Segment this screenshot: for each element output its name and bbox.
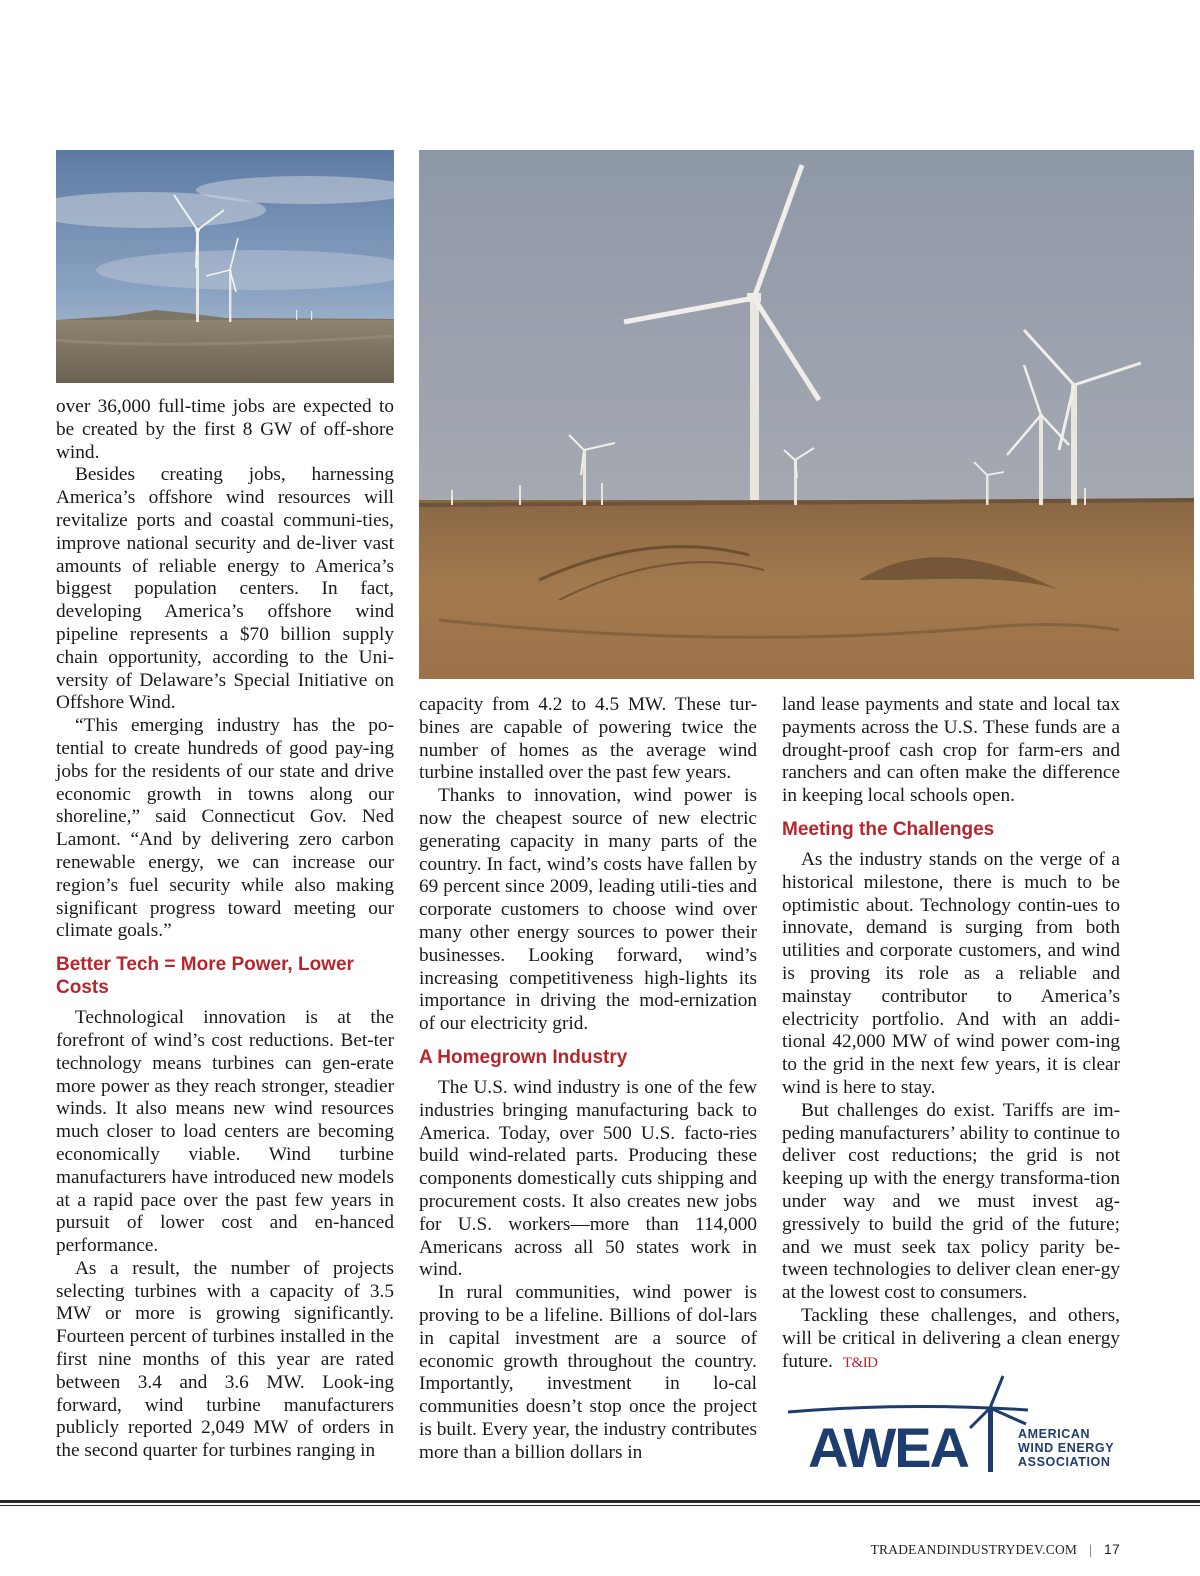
footer-rule-thin: [0, 1505, 1200, 1506]
end-mark: T&ID: [842, 1354, 878, 1371]
section-heading-homegrown: A Homegrown Industry: [419, 1046, 628, 1068]
col1-paragraph: Technological innovation is at the forefront of wind’s cost reductions. Bet-ter technology means turbines can gen-erate more power as they reach stronger, steadier winds. It also means new wind resources much closer to load centers are becoming economically viable. Wind turbine manufacturers have introduced new models at a rapid pace over the past few years in pursuit of lower cost and en-hanced performance.: [56, 1007, 394, 1257]
column-1: [56, 396, 394, 1463]
col1-paragraph: “This emerging industry has the po-tential to create hundreds of good pay-ing jobs for the residents of our state and drive economic growth in towns along our shoreline,” said Connecticut Gov. Ned Lamont. “And by delivering zero carbon renewable energy, we can increase our region’s fuel security while also making significant progress toward meeting our climate goals.”: [56, 715, 394, 942]
logo-line-3: ASSOCIATION: [1018, 1455, 1111, 1469]
column-2: [419, 694, 757, 1465]
col3-paragraph: land lease payments and state and local tax payments across the U.S. These funds are a drought-proof cash crop for farm-ers and ranchers and can often make the difference in keeping local schools open.: [782, 694, 1120, 807]
wind-farm-photo-large: [419, 150, 1194, 679]
column-3: [782, 694, 1120, 1374]
col3-paragraph: As the industry stands on the verge of a historical milestone, there is much to be optimistic about. Technology contin-ues to innovate, demand is surging from both utilities and corporate customers, and wind is proving its role as a reliable and mainstay contributor to America’s electricity portfolio. And with an addi-tional 42,000 MW of wind power com-ing to the grid in the next few years, it is clear wind is here to stay.: [782, 848, 1120, 1098]
awea-association-name: [1018, 1427, 1114, 1469]
col2-paragraph: The U.S. wind industry is one of the few industries bringing manufacturing back to America. Today, over 500 U.S. facto-ries build wind-related parts. Producing these components domestically cuts shipping and procurement costs. It also creates new jobs for U.S. workers—more than 114,000 Americans across all 50 states work in wind.: [419, 1076, 757, 1281]
wind-farm-photo-small: [56, 150, 394, 383]
col1-paragraph: over 36,000 full-time jobs are expected to be created by the first 8 GW of off-shore wind.: [56, 396, 394, 463]
footer-separator: |: [1089, 1542, 1093, 1557]
logo-line-1: AMERICAN: [1018, 1427, 1091, 1441]
col2-paragraph: capacity from 4.2 to 4.5 MW. These tur-bines are capable of powering twice the number of homes as the average wind turbine installed over the past few years.: [419, 694, 757, 784]
awea-wordmark: AWEA: [808, 1416, 968, 1479]
section-heading-challenges: Meeting the Challenges: [782, 818, 995, 840]
closing-sentence: Tackling these challenges, and others, will be critical in delivering a clean energy future.: [782, 1304, 1120, 1372]
footer-site-link[interactable]: TRADEANDINDUSTRYDEV.COM: [870, 1542, 1078, 1557]
section-heading-better-tech: Better Tech = More Power, Lower Costs: [56, 954, 354, 999]
col3-paragraph-last: [782, 1305, 1120, 1374]
col1-paragraph: Besides creating jobs, harnessing America’s offshore wind resources will revitalize ports and coastal communi-ties, improve national security and de-liver vast amounts of reliable energy to America’s biggest population centers. In fact, developing America’s offshore wind pipeline represents a $70 billion supply chain opportunity, according to the Uni-versity of Delaware’s Special Initiative on Offshore Wind.: [56, 464, 394, 714]
col2-paragraph: In rural communities, wind power is proving to be a lifeline. Billions of dol-lars in capital investment are a source of economic growth throughout the country. Importantly, investment in lo-cal communities doesn’t stop once the project is built. Every year, the industry contributes more than a billion dollars in: [419, 1282, 757, 1463]
col3-paragraph: But challenges do exist. Tariffs are im-peding manufacturers’ ability to continue to deliver cost reductions; the grid is not keeping up with the energy transforma-tion under way and we must invest ag-gressively to build the grid of the future; and we must seek tax policy parity be-tween technologies to deliver clean ener-gy at the lowest cost to consumers.: [782, 1099, 1120, 1304]
col1-paragraph: As a result, the number of projects selecting turbines with a capacity of 3.5 MW or more is growing significantly. Fourteen percent of turbines installed in the first nine months of this year are rated between 3.4 and 3.6 MW. Look-ing forward, wind turbine manufacturers publicly reported 2,049 MW of orders in the second quarter for turbines ranging in: [56, 1257, 394, 1462]
logo-line-2: WIND ENERGY: [1018, 1441, 1115, 1455]
col2-paragraph: Thanks to innovation, wind power is now the cheapest source of new electric generating capacity in many parts of the country. In fact, wind’s costs have fallen by 69 percent since 2009, leading utili-ties and corporate customers to choose wind over many other energy sources to power their businesses. Looking forward, wind’s increasing competitiveness high-lights its importance in driving the mod-ernization of our electricity grid.: [419, 785, 757, 1035]
page-footer: [871, 1541, 1120, 1558]
footer-rule: [0, 1500, 1200, 1503]
page-number: 17: [1104, 1541, 1120, 1557]
